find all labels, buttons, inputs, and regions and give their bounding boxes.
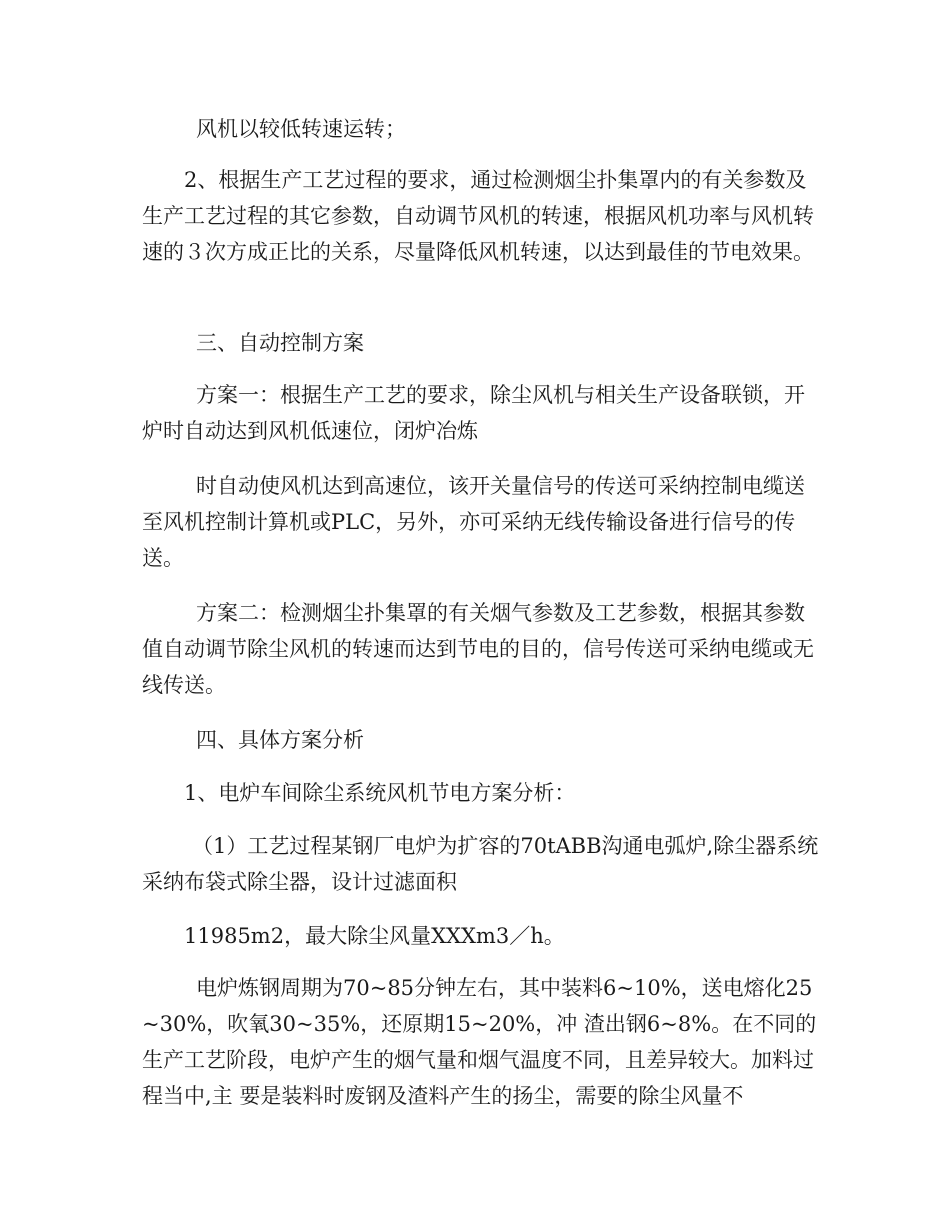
paragraph-process: （1）工艺过程某钢厂电炉为扩容的70tABB沟通电弧炉,除尘器系统采纳布袋式除尘器，设计过滤面积 <box>142 834 819 894</box>
paragraph-analysis-1: 1、电炉车间除尘系统风机节电方案分析： <box>184 781 576 805</box>
section-heading-3: 三、自动控制方案 <box>196 331 364 355</box>
section-heading-4: 四、具体方案分析 <box>196 728 364 752</box>
paragraph-filter-area: 11985m2，最大除尘风量XXXm3／h。 <box>184 924 565 948</box>
paragraph-plan-1: 方案一：根据生产工艺的要求，除尘风机与相关生产设备联锁，开炉时自动达到风机低速位，闭炉冶炼 <box>142 383 805 443</box>
paragraph-2: 2、根据生产工艺过程的要求，通过检测烟尘扑集罩内的有关参数及生产工艺过程的其它参数，自动调节风机的转速，根据风机功率与风机转速的３次方成正比的关系，尽量降低风机转速，以达到最佳的节电效果。 <box>142 168 814 264</box>
paragraph-plan-2: 方案二：检测烟尘扑集罩的有关烟气参数及工艺参数，根据其参数值自动调节除尘风机的转速而达到节电的目的，信号传送可采纳电缆或无线传送。 <box>142 601 814 697</box>
paragraph-plan-1-continued: 时自动使风机达到高速位，该开关量信号的传送可采纳控制电缆送至风机控制计算机或PLC，另外，亦可采纳无线传输设备进行信号的传送。 <box>142 474 805 570</box>
paragraph-steelmaking-cycle: 电炉炼钢周期为70~85分钟左右，其中装料6~10%，送电熔化25~30%，吹氧30~35%，还原期15~20%，冲 渣出钢6~8%。在不同的生产工艺阶段，电炉产生的烟气量和烟气温度不同，且差异较大。加料过程当中,主 要是装料时废钢及渣料产生的扬尘，需要的除尘风量不 <box>142 976 817 1108</box>
paragraph-1: 风机以较低转速运转； <box>196 117 406 141</box>
